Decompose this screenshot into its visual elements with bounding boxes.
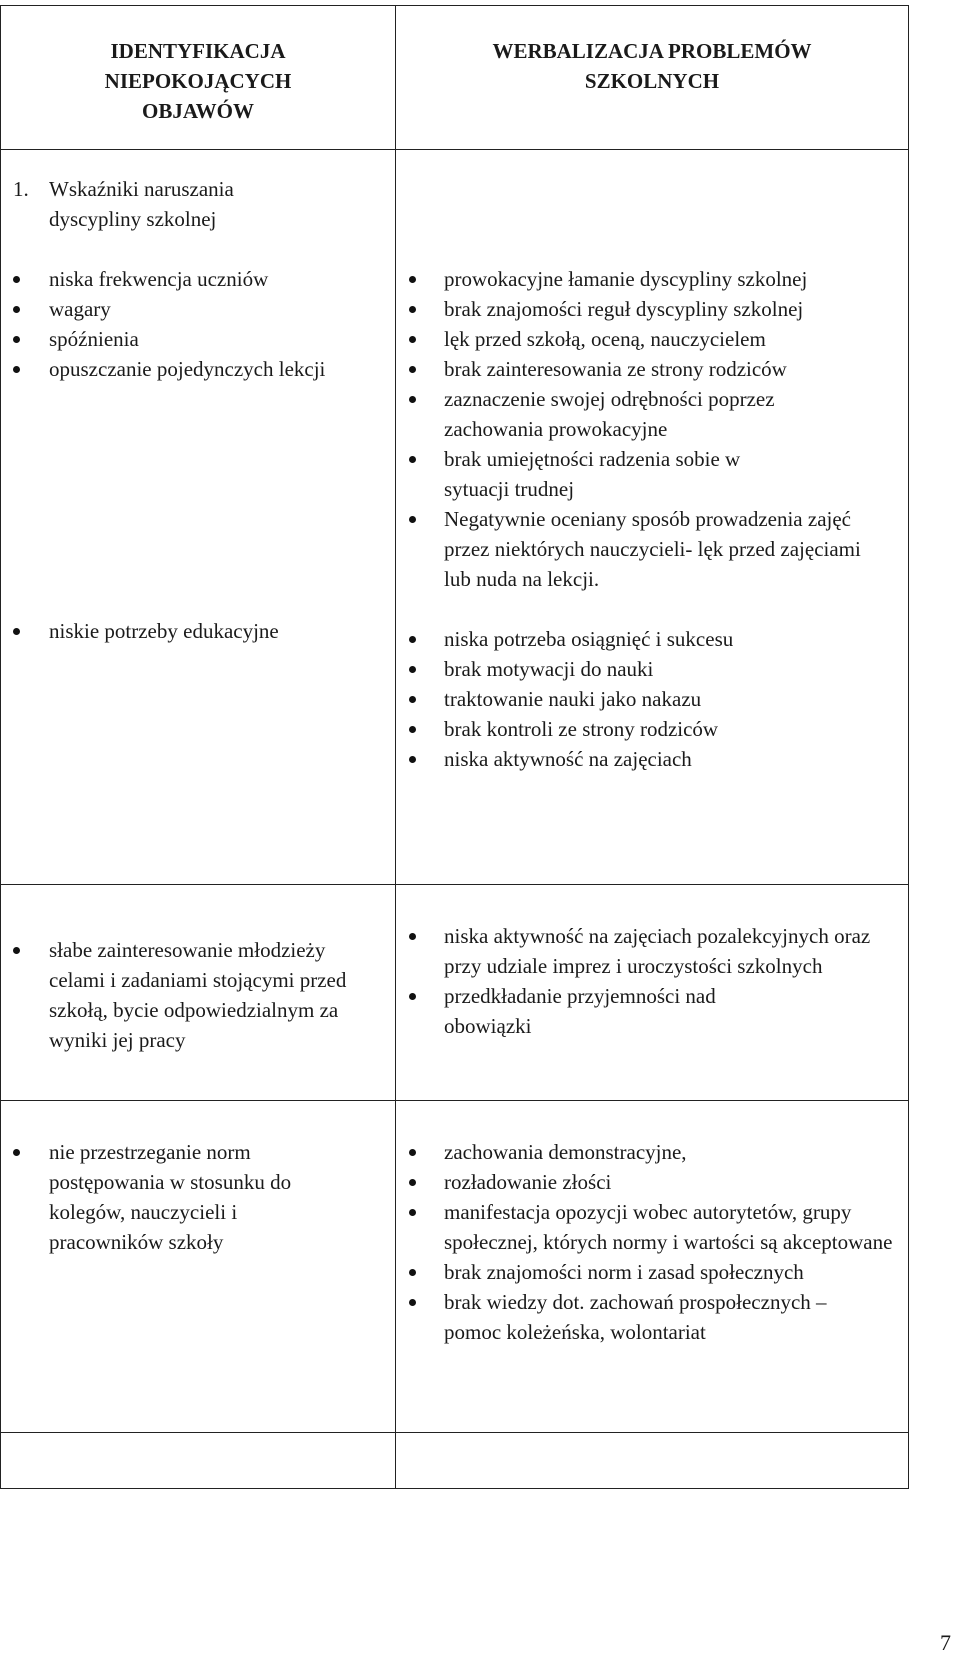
problems-cell-3 [396,1101,909,1433]
list-item-text: brak znajomości reguł dyscypliny szkolnej [444,297,804,321]
list-item [396,264,878,294]
list-item-text: słabe zainteresowanie młodzieży celami i zadaniami stojącymi przed szkołą, bycie odpowiedzialnym za wyniki jej pracy [49,938,347,1052]
list-item-text: zachowania demonstracyjne, [444,1140,687,1164]
bullet-icon [409,1299,416,1306]
bullet-icon [409,516,416,523]
header-left-line: NIEPOKOJĄCYCH [104,69,292,93]
header-left-line: IDENTYFIKACJA [110,39,286,63]
empty-row [1,1433,909,1489]
list-item-text: brak kontroli ze strony rodziców [444,717,719,741]
list-item-text: przedkładanie przyjemności nad obowiązki [444,984,716,1038]
list-item [396,444,878,504]
page-number: 7 [940,1630,951,1655]
empty-cell-left [1,1433,396,1489]
bullet-icon [409,726,416,733]
bullet-icon [409,456,416,463]
bullet-icon [13,1149,20,1156]
header-right-cell [396,6,909,150]
list-item [396,654,908,684]
list-item-text: traktowanie nauki jako nakazu [444,687,702,711]
norms-problems-list [396,1137,908,1347]
bullet-icon [409,1209,416,1216]
engagement-problems-list [396,921,908,1041]
section-title-line1: Wskaźniki naruszania [49,177,234,201]
problems-cell-1 [396,150,909,885]
list-item [1,354,395,384]
content-row-3 [1,1101,909,1433]
list-item [396,1257,894,1287]
list-item-text: opuszczanie pojedynczych lekcji [49,357,326,381]
list-item [396,981,894,1041]
list-item [396,504,878,594]
bullet-icon [409,276,416,283]
document-table [0,5,909,1489]
education-problems-list [396,624,908,774]
list-item [396,354,878,384]
bullet-icon [409,1149,416,1156]
content-row-1 [1,150,909,885]
list-item [1,935,367,1055]
bullet-icon [409,306,416,313]
list-item-text: niska potrzeba osiągnięć i sukcesu [444,627,734,651]
list-item-text: zaznaczenie swojej odrębności poprzez zachowania prowokacyjne [444,387,775,441]
list-item [396,714,908,744]
bullet-icon [409,396,416,403]
list-item-text: brak znajomości norm i zasad społecznych [444,1260,804,1284]
content-row-2 [1,885,909,1101]
list-item [1,294,395,324]
education-symptoms-list [1,616,395,646]
list-item [1,1137,355,1257]
list-item-text: wagary [49,297,111,321]
bullet-icon [13,276,20,283]
bullet-icon [13,366,20,373]
symptoms-cell-1 [1,150,396,885]
list-item [396,324,878,354]
list-item [396,384,878,444]
bullet-icon [409,696,416,703]
list-item [396,1137,894,1167]
list-item-text: nie przestrzeganie norm postępowania w stosunku do kolegów, nauczycieli i pracowników szkoły [49,1140,292,1254]
bullet-icon [409,993,416,1000]
list-item [396,294,878,324]
list-item [1,616,395,646]
bullet-icon [13,947,20,954]
attendance-symptoms-list [1,264,395,384]
list-item-text: niska frekwencja uczniów [49,267,269,291]
list-item-text: niskie potrzeby edukacyjne [49,619,279,643]
list-item-text: spóźnienia [49,327,139,351]
bullet-icon [409,933,416,940]
bullet-icon [13,306,20,313]
empty-cell-right [396,1433,909,1489]
bullet-icon [409,666,416,673]
list-item [396,921,894,981]
list-item-text: brak wiedzy dot. zachowań prospołecznych – pomoc koleżeńska, wolontariat [444,1290,827,1344]
list-item [396,1197,894,1257]
list-item [1,264,395,294]
symptoms-cell-3 [1,1101,396,1433]
section-title-line2: dyscypliny szkolnej [49,207,217,231]
symptoms-cell-2 [1,885,396,1101]
section-title [1,174,395,234]
list-item [396,744,908,774]
list-item [396,624,908,654]
list-item-text: niska aktywność na zajęciach [444,747,692,771]
header-left-cell [1,6,396,150]
bullet-icon [409,336,416,343]
section-number: 1. [13,177,29,201]
list-item [396,1167,894,1197]
list-item-text: brak motywacji do nauki [444,657,654,681]
bullet-icon [13,628,20,635]
bullet-icon [409,366,416,373]
header-row [1,6,909,150]
bullet-icon [13,336,20,343]
header-right-line: WERBALIZACJA PROBLEMÓW [492,39,812,63]
bullet-icon [409,756,416,763]
list-item-text: manifestacja opozycji wobec autorytetów, grupy społecznej, których normy i wartości są akceptowane [444,1200,893,1254]
list-item-text: brak zainteresowania ze strony rodziców [444,357,787,381]
list-item-text: Negatywnie oceniany sposób prowadzenia zajęć przez niektórych nauczycieli- lęk przed zajęciami lub nuda na lekcji. [444,507,861,591]
list-item [1,324,395,354]
bullet-icon [409,636,416,643]
header-right-line: SZKOLNYCH [584,69,720,93]
engagement-symptoms-list [1,935,395,1055]
list-item-text: brak umiejętności radzenia sobie w sytuacji trudnej [444,447,741,501]
list-item-text: lęk przed szkołą, oceną, nauczycielem [444,327,766,351]
list-item [396,1287,894,1347]
list-item-text: niska aktywność na zajęciach pozalekcyjnych oraz przy udziale imprez i uroczystości szkolnych [444,924,871,978]
header-left-line: OBJAWÓW [141,99,254,123]
bullet-icon [409,1269,416,1276]
list-item-text: rozładowanie złości [444,1170,612,1194]
norms-symptoms-list [1,1137,395,1257]
discipline-problems-list [396,264,908,594]
list-item [396,684,908,714]
problems-cell-2 [396,885,909,1101]
list-item-text: prowokacyjne łamanie dyscypliny szkolnej [444,267,808,291]
bullet-icon [409,1179,416,1186]
